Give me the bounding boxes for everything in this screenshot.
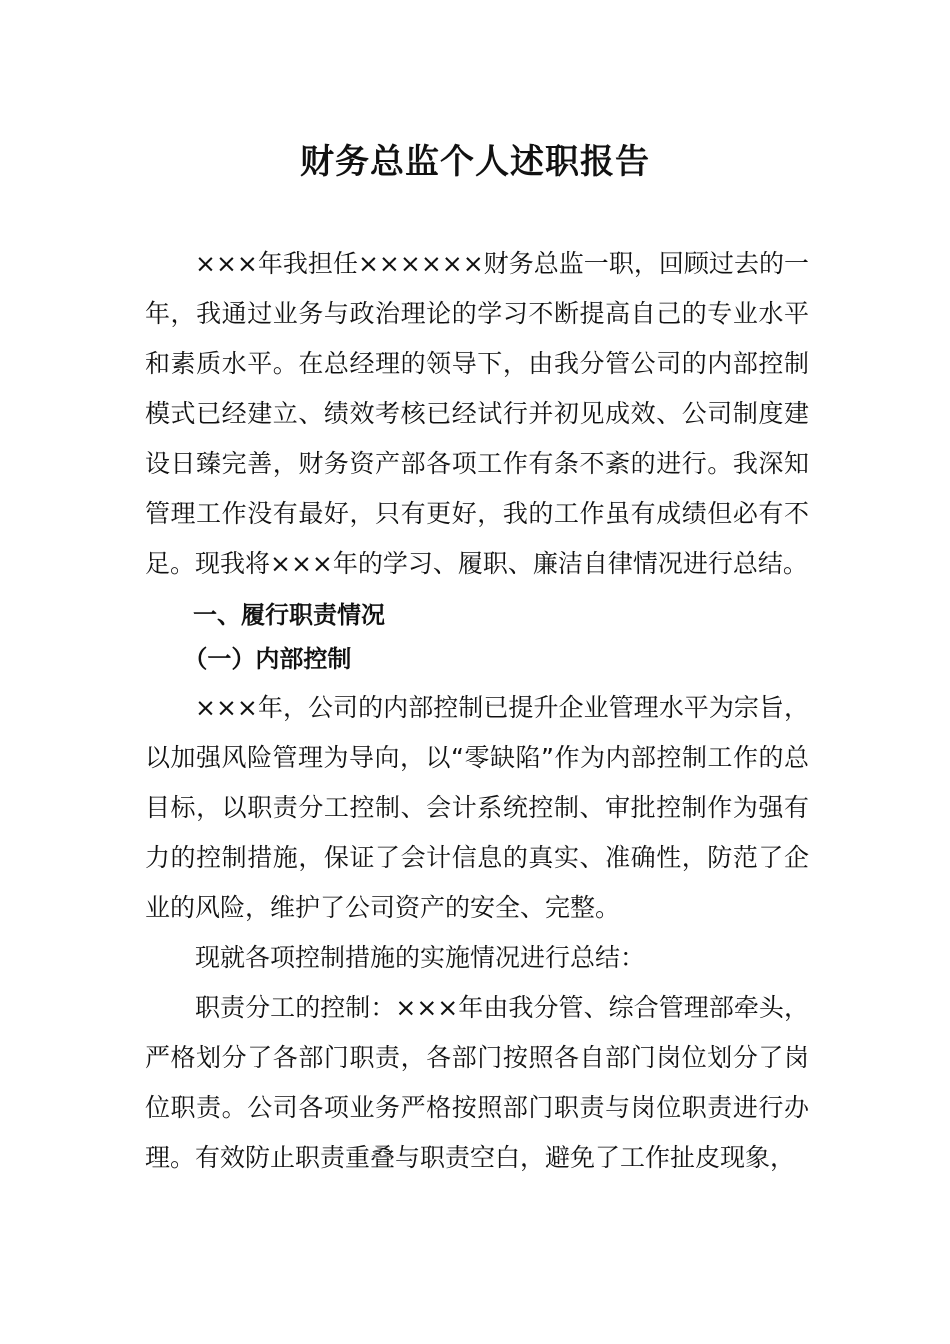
section-heading: 一、履行职责情况	[193, 601, 385, 629]
intro-paragraph: ×××年我担任××××××财务总监一职，回顾过去的一年，我通过业务与政治理论的学习不断提高自己的专业水平和素质水平。在总经理的领导下，由我分管公司的内部控制模式已经建立、绩效考核已经试行并初见成效、公司制度建设日臻完善，财务资产部各项工作有条不紊的进行。我深知管理工作没有最好，只有更好，我的工作虽有成绩但必有不足。现我将×××年的学习、履职、廉洁自律情况进行总结。	[145, 249, 809, 578]
document-title: 财务总监个人述职报告	[300, 142, 650, 182]
internal-control-paragraph: ×××年，公司的内部控制已提升企业管理水平为宗旨，以加强风险管理为导向，以“零缺陷”作为内部控制工作的总目标，以职责分工控制、会计系统控制、审批控制作为强有力的控制措施，保证了会计信息的真实、准确性，防范了企业的风险，维护了公司资产的安全、完整。	[145, 693, 809, 922]
summary-lead-paragraph: 现就各项控制措施的实施情况进行总结：	[195, 943, 646, 972]
document-body	[145, 239, 809, 1183]
subsection-heading: （一）内部控制	[183, 645, 352, 673]
duty-division-paragraph: 职责分工的控制：×××年由我分管、综合管理部牵头，严格划分了各部门职责，各部门按照各自部门岗位划分了岗位职责。公司各项业务严格按照部门职责与岗位职责进行办理。有效防止职责重叠与职责空白，避免了工作扯皮现象，	[145, 993, 809, 1172]
